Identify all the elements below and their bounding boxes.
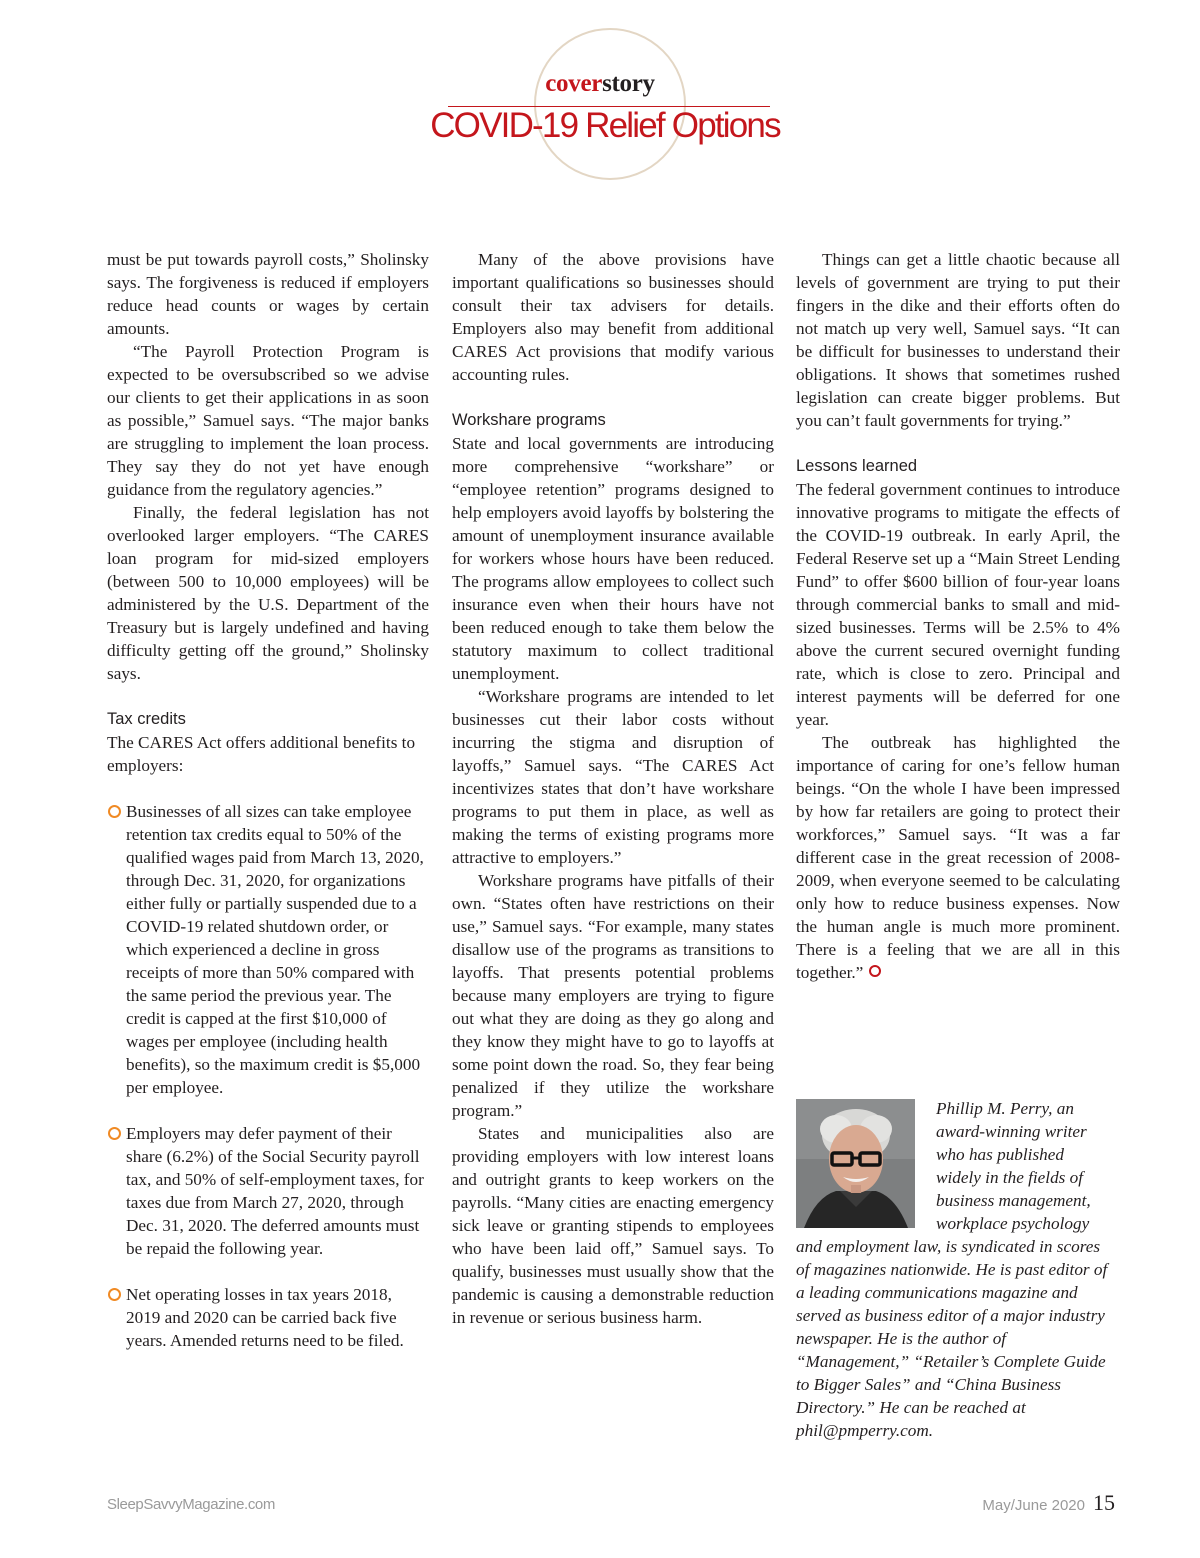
paragraph: Finally, the federal legislation has not overlooked larger employers. “The CARES loan program for mid-sized employers (between 500 to 10,000 employees) will be administered by the U.S. Department of the Treasury but is largely undefined and having difficulty getting off the ground,” Sholinsky says.	[107, 503, 429, 683]
section-kicker	[0, 70, 1200, 98]
bullet-circle-icon	[108, 805, 121, 818]
paragraph-text: The outbreak has highlighted the importance of caring for one’s fellow human beings. “On the whole I have been impressed by how far retailers are going to protect their workforces,” Samuel says. “It was a far different case in the great recession of 2008-2009, when everyone seemed to be calculating only how to reduce business expenses. Now the human angle is much more prominent. There is a feeling that we are all in this together.”	[796, 733, 1120, 982]
paragraph: Workshare programs have pitfalls of their own. “States often have restrictions on their use,” Samuel says. “For example, many states disallow use of the programs as transitions to layoffs. That presents potential problems because many employers are trying to figure out what they are doing as they go along and they know they might have to go to layoffs at some point down the road. So, they fear being penalized if they utilize the workshare program.”	[452, 871, 774, 1120]
bullet-circle-icon	[108, 1127, 121, 1140]
paragraph: “Workshare programs are intended to let businesses cut their labor costs without incurring the stigma and disruption of layoffs,” Samuel says. “The CARES Act incentivizes states that don’t have workshare programs to put them in place, as well as making the terms of existing programs more attractive to employers.”	[452, 687, 774, 867]
kicker-cover: cover	[545, 70, 603, 97]
paragraph: must be put towards payroll costs,” Sholinsky says. The forgiveness is reduced if employers reduce head counts or wages by certain amounts.	[107, 250, 429, 338]
bullet-list	[107, 800, 429, 1352]
footer-issue	[982, 1490, 1115, 1516]
paragraph: “The Payroll Protection Program is expected to be oversubscribed so we advise our clients to get their applications in as soon as possible,” Samuel says. “The major banks are struggling to implement the loan process. They say they do not yet have enough guidance from the regulatory agencies.”	[107, 342, 429, 499]
bio-text: Phillip M. Perry, an award-winning writer who has published widely in the fields of business management, workplace psychology and employment law, is syndicated in scores of magazines nationwide. He is past editor of a leading communications magazine and served as business editor of a major industry newspaper. He is the author of “Management,” “Retailer’s Complete Guide to Bigger Sales” and “China Business Directory.” He can be reached at phil@pmperry.com.	[796, 1099, 1108, 1440]
footer-issue-date: May/June 2020	[982, 1497, 1085, 1514]
list-item	[107, 1122, 429, 1260]
column-3	[796, 248, 1120, 984]
footer-site-url: SleepSavvyMagazine.com	[107, 1496, 275, 1513]
bullet-circle-icon	[108, 1288, 121, 1301]
paragraph: State and local governments are introducing more comprehensive “workshare” or “employee retention” programs designed to help employers avoid layoffs by bolstering the amount of unemployment insurance available for workers whose hours have been reduced. The programs allow employees to collect such insurance even when their hours have not been reduced enough to take them below the statutory maximum to collect traditional unemployment.	[452, 434, 774, 683]
author-bio	[796, 1097, 1110, 1442]
column-1	[107, 248, 429, 1352]
page-number: 15	[1093, 1490, 1115, 1515]
end-mark-icon	[869, 965, 881, 977]
column-2	[452, 248, 774, 1329]
paragraph: States and municipalities also are providing employers with low interest loans and outright grants to keep workers on the payrolls. “Many cities are enacting emergency sick leave or granting stipends to employees who have been laid off,” Samuel says. To qualify, businesses must usually show that the pandemic is causing a demonstrable reduction in revenue or serious business harm.	[452, 1124, 774, 1327]
kicker-story: story	[602, 70, 655, 97]
list-item-text: Net operating losses in tax years 2018, 2019 and 2020 can be carried back five years. Amended returns need to be filed.	[126, 1285, 404, 1350]
list-item-text: Businesses of all sizes can take employee retention tax credits equal to 50% of the qualified wages paid from March 13, 2020, through Dec. 31, 2020, for organizations either fully or partially suspended due to a COVID-19 related shutdown order, or which experienced a decline in gross receipts of more than 50% compared with the same period the previous year. The credit is capped at the first $10,000 of wages per employee (including health benefits), so the maximum credit is $5,000 per employee.	[126, 802, 424, 1097]
list-item-text: Employers may defer payment of their share (6.2%) of the Social Security payroll tax, and 50% of self-employment taxes, for taxes due from March 27, 2020, through Dec. 31, 2020. The deferred amounts must be repaid the following year.	[126, 1124, 424, 1258]
subhead-lessons-learned: Lessons learned	[796, 457, 918, 475]
subhead-workshare-programs: Workshare programs	[452, 411, 606, 429]
article-title: COVID-19 Relief Options	[430, 106, 780, 145]
paragraph	[796, 731, 1120, 984]
header-circle-ornament	[534, 28, 686, 180]
subhead-tax-credits: Tax credits	[107, 710, 186, 728]
paragraph: The federal government continues to introduce innovative programs to mitigate the effects of the COVID-19 outbreak. In early April, the Federal Reserve set up a “Main Street Lending Fund” to offer $600 billion of four-year loans through commercial banks to small and mid-sized businesses. Terms will be 2.5% to 4% above the current secured overnight funding rate, which is close to zero. Principal and interest payments will be deferred for one year.	[796, 480, 1120, 729]
list-item	[107, 800, 429, 1099]
list-item	[107, 1283, 429, 1352]
paragraph: The CARES Act offers additional benefits to employers:	[107, 733, 416, 775]
paragraph: Many of the above provisions have important qualifications so businesses should consult their tax advisers for details. Employers also may benefit from additional CARES Act provisions that modify various accounting rules.	[452, 250, 774, 384]
paragraph: Things can get a little chaotic because all levels of government are trying to put their fingers in the dike and their efforts often do not match up very well, Samuel says. “It can be difficult for businesses to understand their obligations. It shows that sometimes rushed legislation can create bigger problems. But you can’t fault governments for trying.”	[796, 250, 1120, 430]
author-photo	[796, 1099, 915, 1228]
